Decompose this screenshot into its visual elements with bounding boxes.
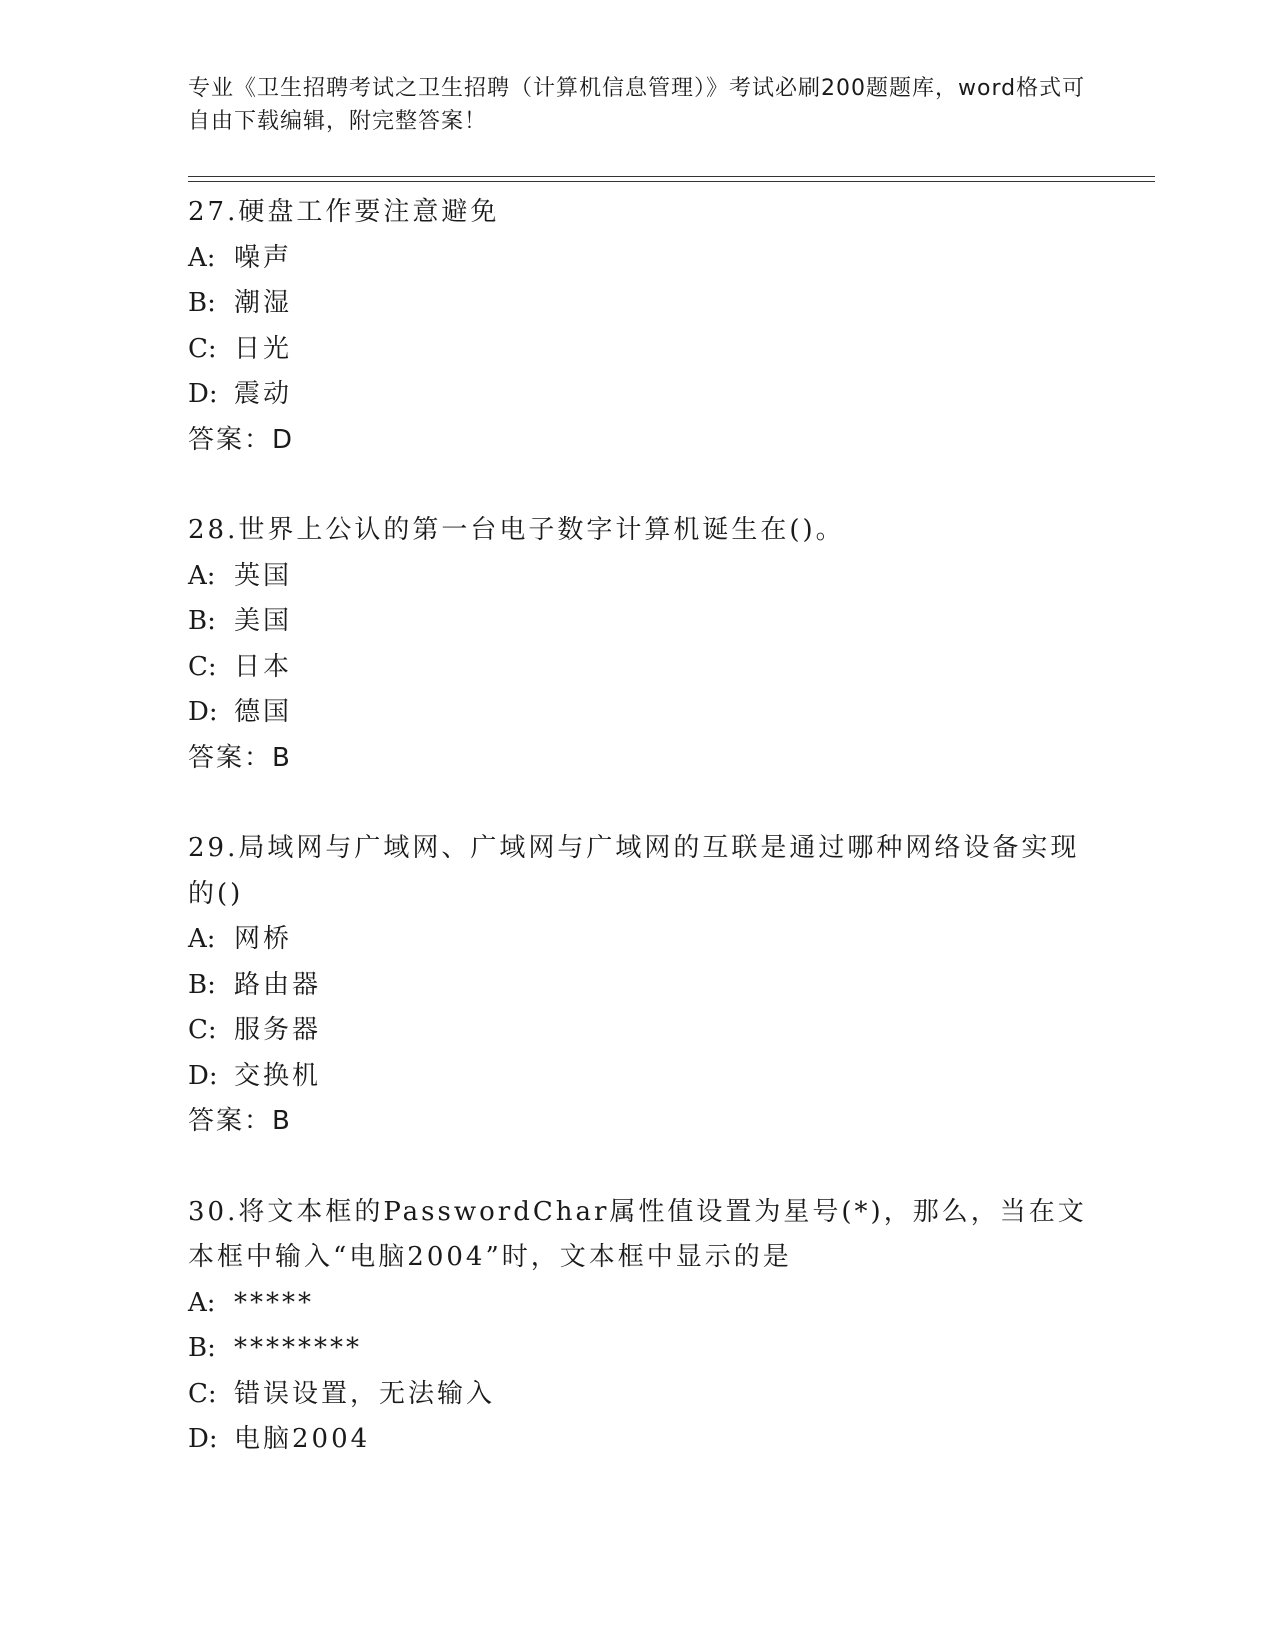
option-a <box>188 554 1088 600</box>
option-letter: C: <box>188 1015 217 1045</box>
option-letter: A: <box>188 560 216 591</box>
answer-line: 答案：B <box>188 1106 292 1136</box>
option-text: 路由器 <box>234 969 322 1000</box>
option-b <box>188 281 1088 327</box>
option-c <box>188 1008 1088 1054</box>
option-letter: D: <box>188 697 218 727</box>
option-text: ***** <box>234 1287 314 1318</box>
option-d <box>188 372 1088 418</box>
option-letter: A: <box>188 924 216 954</box>
option-letter: B: <box>188 1333 216 1363</box>
option-letter: B: <box>188 606 216 636</box>
question-27 <box>188 190 1088 463</box>
question-stem: 27.硬盘工作要注意避免 <box>188 197 500 227</box>
question-28 <box>188 508 1088 781</box>
option-text: 潮湿 <box>234 288 293 318</box>
option-text: 震动 <box>234 379 293 409</box>
option-a <box>188 1281 1088 1327</box>
option-text: 日本 <box>234 651 293 682</box>
option-c <box>188 645 1088 691</box>
question-29 <box>188 826 1088 1145</box>
option-text: 德国 <box>234 697 293 727</box>
option-a <box>188 236 1088 282</box>
option-text: 交换机 <box>234 1060 322 1091</box>
option-d <box>188 1417 1088 1463</box>
option-letter: D: <box>188 1060 218 1091</box>
option-text: 电脑2004 <box>234 1424 371 1454</box>
document-header: 专业《卫生招聘考试之卫生招聘（计算机信息管理）》考试必刷200题题库，word格式可自由下载编辑，附完整答案！ <box>188 76 1086 134</box>
option-text: 英国 <box>234 560 293 591</box>
option-text: ******** <box>234 1333 362 1363</box>
option-text: 美国 <box>234 606 293 636</box>
question-list <box>188 190 1088 1463</box>
option-letter: A: <box>188 1287 216 1318</box>
header-divider-bottom <box>188 181 1155 182</box>
question-stem: 30.将文本框的PasswordChar属性值设置为星号(*)，那么，当在文本框中输入“电脑2004”时，文本框中显示的是 <box>188 1196 1087 1272</box>
option-b <box>188 1326 1088 1372</box>
answer-line: 答案：D <box>188 424 295 455</box>
option-letter: C: <box>188 333 217 364</box>
question-spacer <box>188 781 1088 826</box>
option-letter: C: <box>188 1378 217 1409</box>
option-c <box>188 1372 1088 1418</box>
question-spacer <box>188 1145 1088 1190</box>
option-d <box>188 690 1088 736</box>
option-c <box>188 327 1088 373</box>
question-30 <box>188 1190 1088 1463</box>
option-b <box>188 963 1088 1009</box>
option-letter: A: <box>188 242 216 273</box>
option-text: 噪声 <box>234 242 293 273</box>
option-text: 错误设置，无法输入 <box>234 1378 496 1409</box>
option-d <box>188 1054 1088 1100</box>
option-letter: B: <box>188 969 216 1000</box>
option-a <box>188 917 1088 963</box>
option-text: 网桥 <box>234 924 293 954</box>
question-stem: 28.世界上公认的第一台电子数字计算机诞生在()。 <box>188 515 845 545</box>
header-divider-top <box>188 176 1155 177</box>
option-letter: C: <box>188 651 217 682</box>
option-text: 日光 <box>234 333 293 364</box>
option-text: 服务器 <box>234 1015 322 1045</box>
option-letter: D: <box>188 1424 218 1454</box>
option-b <box>188 599 1088 645</box>
question-stem: 29.局域网与广域网、广域网与广域网的互联是通过哪种网络设备实现的() <box>188 833 1080 909</box>
option-letter: D: <box>188 379 218 409</box>
question-spacer <box>188 463 1088 508</box>
answer-line: 答案：B <box>188 742 292 773</box>
option-letter: B: <box>188 288 216 318</box>
